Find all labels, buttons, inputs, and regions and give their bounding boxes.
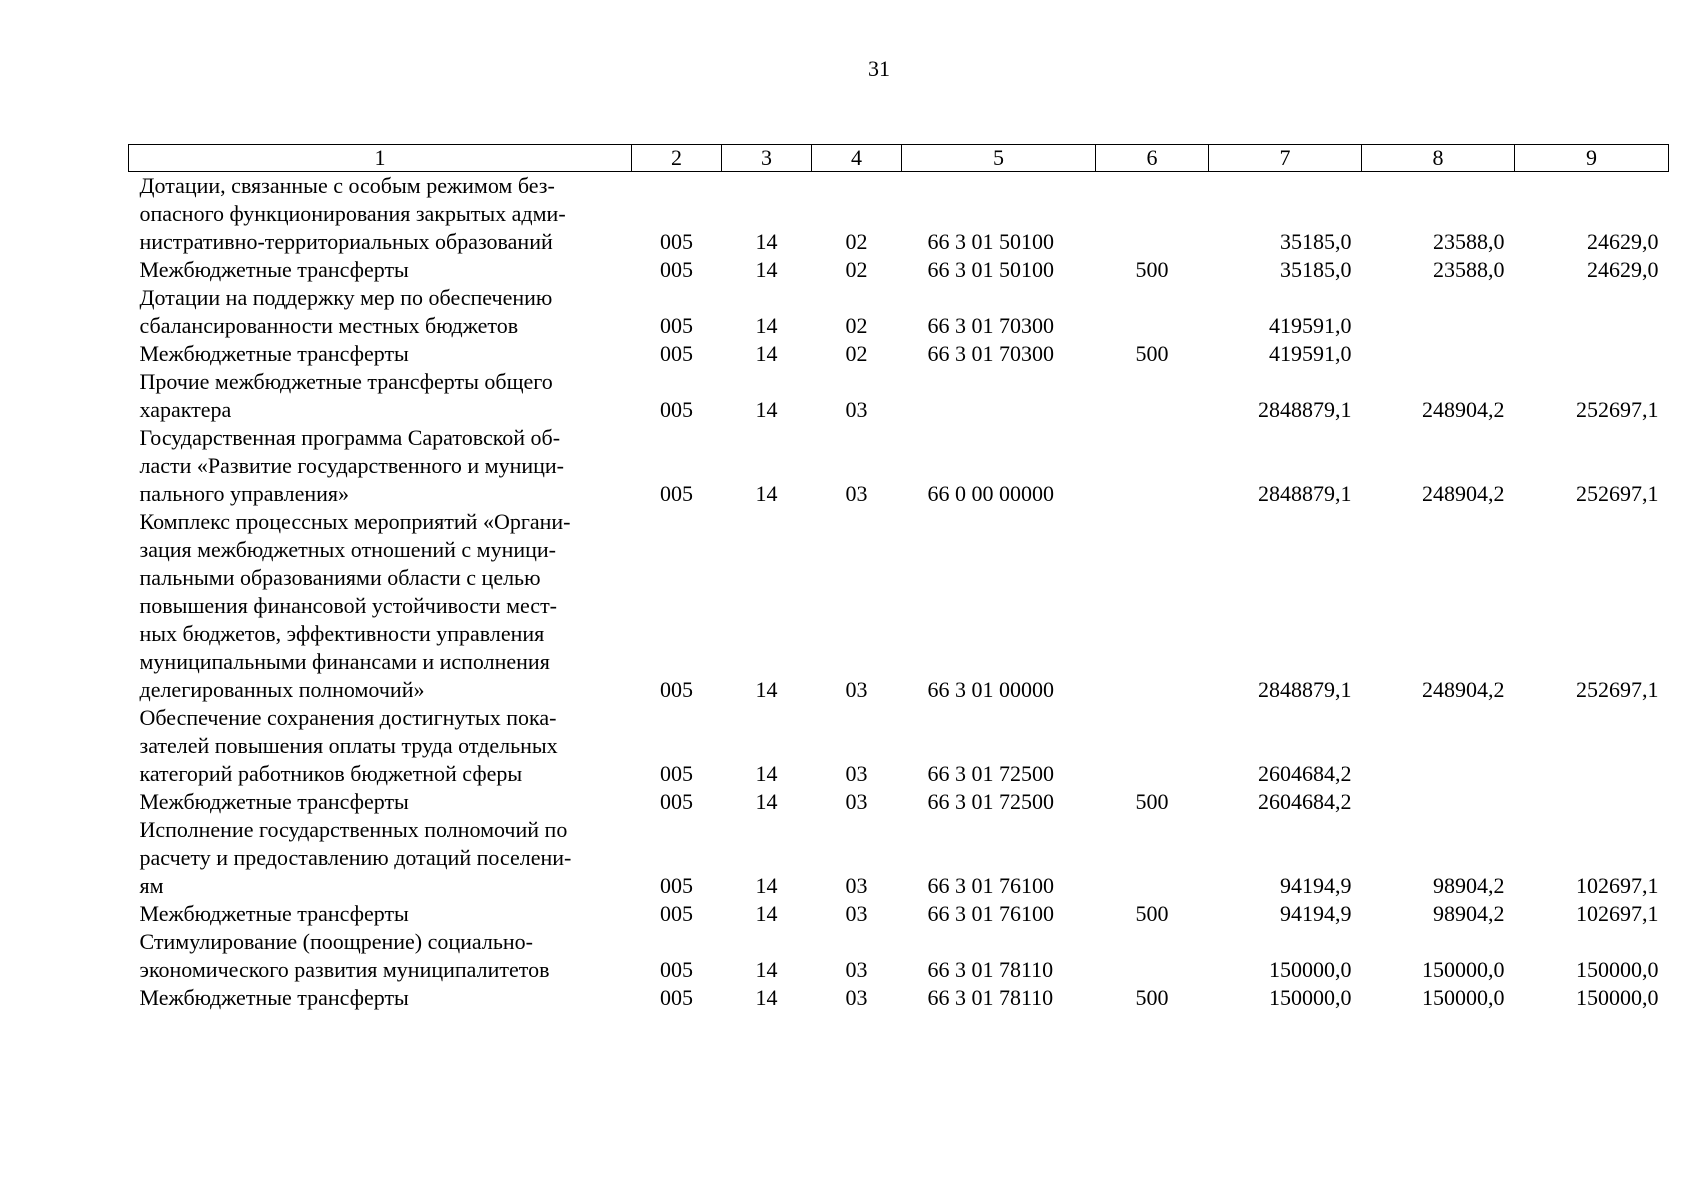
cell-expense-type: 500 [1135, 789, 1169, 814]
cell-target-article: 66 3 01 78110 [927, 985, 1054, 1010]
cell-amount-1: 150000,0 [1269, 957, 1352, 982]
cell-amount-1: 419591,0 [1269, 341, 1352, 366]
cell-ved: 005 [660, 677, 693, 702]
cell-subsection: 02 [845, 257, 868, 282]
cell-section: 14 [755, 957, 778, 982]
column-header-6: 6 [1096, 145, 1209, 172]
column-header-3: 3 [722, 145, 812, 172]
cell-subsection: 02 [845, 229, 868, 254]
cell-subsection: 03 [845, 957, 868, 982]
column-header-5: 5 [902, 145, 1096, 172]
cell-amount-3: 24629,0 [1587, 257, 1659, 282]
cell-amount-2: 248904,2 [1422, 677, 1505, 702]
row-name [129, 788, 632, 816]
cell-target-article: 66 3 01 00000 [927, 677, 1054, 702]
cell-expense-type [1096, 284, 1209, 340]
cell-subsection: 03 [845, 677, 868, 702]
row-name-line: ных бюджетов, эффективности управления [139, 621, 545, 646]
cell-ved: 005 [660, 901, 693, 926]
cell-amount-1: 419591,0 [1269, 313, 1352, 338]
row-name-line: Государственная программа Саратовской об- [139, 425, 561, 450]
cell-amount-1: 35185,0 [1280, 229, 1352, 254]
row-name-line: Межбюджетные трансферты [139, 985, 409, 1010]
row-name [129, 984, 632, 1012]
table-row [129, 984, 1669, 1012]
cell-target-article: 66 3 01 76100 [927, 901, 1054, 926]
cell-section: 14 [755, 677, 778, 702]
row-name-line: Исполнение государственных полномочий по [139, 817, 568, 842]
row-name [129, 816, 632, 900]
cell-section: 14 [755, 761, 778, 786]
row-name-line: зателей повышения оплаты труда отдельных [139, 733, 558, 758]
row-name [129, 900, 632, 928]
row-name [129, 284, 632, 340]
table-body [129, 172, 1669, 1013]
row-name [129, 172, 632, 257]
cell-section: 14 [755, 229, 778, 254]
row-name-line: нистративно-территориальных образований [139, 229, 553, 254]
row-name-line: повышения финансовой устойчивости мест- [139, 593, 558, 618]
row-name-line: Стимулирование (поощрение) социально- [139, 929, 533, 954]
row-name-line: категорий работников бюджетной сферы [139, 761, 523, 786]
cell-section: 14 [755, 257, 778, 282]
row-name-line: ям [139, 873, 164, 898]
cell-ved: 005 [660, 397, 693, 422]
cell-ved: 005 [660, 985, 693, 1010]
cell-ved: 005 [660, 341, 693, 366]
row-name-line: Межбюджетные трансферты [139, 901, 409, 926]
cell-section: 14 [755, 397, 778, 422]
cell-ved: 005 [660, 257, 693, 282]
row-name [129, 256, 632, 284]
cell-target-article: 66 3 01 70300 [927, 341, 1054, 366]
cell-amount-3: 150000,0 [1576, 957, 1659, 982]
cell-amount-3: 252697,1 [1576, 677, 1659, 702]
cell-section: 14 [755, 789, 778, 814]
row-name-line: Межбюджетные трансферты [139, 341, 409, 366]
row-name [129, 704, 632, 788]
header-row [129, 145, 1669, 172]
table-row [129, 900, 1669, 928]
page-number: 31 [868, 56, 890, 81]
cell-amount-1: 94194,9 [1280, 901, 1352, 926]
cell-expense-type [1096, 928, 1209, 984]
cell-expense-type [1096, 816, 1209, 900]
cell-expense-type [1096, 704, 1209, 788]
table-row [129, 284, 1669, 340]
row-name-line: ласти «Развитие государственного и муници- [139, 453, 565, 478]
table-header [129, 145, 1669, 172]
cell-amount-2: 248904,2 [1422, 481, 1505, 506]
cell-amount-1: 2848879,1 [1258, 677, 1352, 702]
table-row [129, 788, 1669, 816]
cell-subsection: 03 [845, 397, 868, 422]
cell-subsection: 03 [845, 901, 868, 926]
row-name-line: Межбюджетные трансферты [139, 789, 409, 814]
cell-amount-1: 2848879,1 [1258, 397, 1352, 422]
row-name-line: зация межбюджетных отношений с муници- [139, 537, 556, 562]
cell-amount-3 [1515, 788, 1669, 816]
row-name-line: Обеспечение сохранения достигнутых пока- [139, 705, 557, 730]
column-header-2: 2 [632, 145, 722, 172]
row-name-line: пального управления» [139, 481, 350, 506]
cell-amount-3: 252697,1 [1576, 481, 1659, 506]
cell-ved: 005 [660, 789, 693, 814]
table-row [129, 816, 1669, 900]
cell-expense-type [1096, 508, 1209, 704]
cell-amount-2: 248904,2 [1422, 397, 1505, 422]
row-name-line: Дотации, связанные с особым режимом без- [139, 173, 555, 198]
cell-amount-3 [1515, 704, 1669, 788]
column-header-8: 8 [1362, 145, 1515, 172]
cell-section: 14 [755, 985, 778, 1010]
cell-subsection: 03 [845, 985, 868, 1010]
cell-amount-3: 150000,0 [1576, 985, 1659, 1010]
column-header-9: 9 [1515, 145, 1669, 172]
cell-amount-2: 150000,0 [1422, 985, 1505, 1010]
cell-amount-2: 98904,2 [1433, 873, 1505, 898]
cell-amount-3: 24629,0 [1587, 229, 1659, 254]
table-row [129, 928, 1669, 984]
table-row [129, 172, 1669, 257]
cell-amount-2: 23588,0 [1433, 229, 1505, 254]
row-name-line: пальными образованиями области с целью [139, 565, 541, 590]
budget-table [128, 144, 1669, 1012]
cell-amount-3: 102697,1 [1576, 901, 1659, 926]
cell-subsection: 02 [845, 341, 868, 366]
cell-amount-3: 102697,1 [1576, 873, 1659, 898]
cell-subsection: 03 [845, 789, 868, 814]
table-row [129, 256, 1669, 284]
cell-ved: 005 [660, 313, 693, 338]
row-name-line: опасного функционирования закрытых адми- [139, 201, 566, 226]
cell-ved: 005 [660, 957, 693, 982]
column-header-7: 7 [1209, 145, 1362, 172]
cell-amount-1: 2604684,2 [1258, 789, 1352, 814]
cell-target-article: 66 3 01 76100 [927, 873, 1054, 898]
cell-expense-type: 500 [1135, 901, 1169, 926]
cell-expense-type [1096, 424, 1209, 508]
cell-amount-1: 2604684,2 [1258, 761, 1352, 786]
cell-amount-2: 98904,2 [1433, 901, 1505, 926]
cell-amount-2 [1362, 704, 1515, 788]
cell-ved: 005 [660, 229, 693, 254]
row-name-line: сбалансированности местных бюджетов [139, 313, 519, 338]
table-row [129, 368, 1669, 424]
cell-target-article: 66 3 01 78110 [927, 957, 1054, 982]
table-row [129, 340, 1669, 368]
row-name-line: Комплекс процессных мероприятий «Органи- [139, 509, 571, 534]
cell-expense-type: 500 [1135, 257, 1169, 282]
cell-expense-type [1096, 172, 1209, 257]
row-name-line: муниципальными финансами и исполнения [139, 649, 550, 674]
table-row [129, 424, 1669, 508]
table-row [129, 704, 1669, 788]
cell-target-article: 66 3 01 50100 [927, 229, 1054, 254]
cell-amount-3 [1515, 340, 1669, 368]
cell-target-article [902, 368, 1096, 424]
row-name [129, 340, 632, 368]
cell-section: 14 [755, 313, 778, 338]
cell-section: 14 [755, 481, 778, 506]
row-name-line: Дотации на поддержку мер по обеспечению [139, 285, 553, 310]
row-name [129, 368, 632, 424]
cell-section: 14 [755, 873, 778, 898]
table-row [129, 508, 1669, 704]
cell-amount-1: 2848879,1 [1258, 481, 1352, 506]
cell-amount-3: 252697,1 [1576, 397, 1659, 422]
column-header-4: 4 [812, 145, 902, 172]
cell-subsection: 03 [845, 761, 868, 786]
cell-amount-1: 150000,0 [1269, 985, 1352, 1010]
cell-target-article: 66 3 01 72500 [927, 789, 1054, 814]
column-header-1: 1 [129, 145, 632, 172]
row-name [129, 928, 632, 984]
row-name-line: Прочие межбюджетные трансферты общего [139, 369, 553, 394]
cell-ved: 005 [660, 873, 693, 898]
row-name [129, 508, 632, 704]
cell-amount-2: 23588,0 [1433, 257, 1505, 282]
cell-target-article: 66 0 00 00000 [927, 481, 1054, 506]
cell-section: 14 [755, 901, 778, 926]
cell-expense-type [1096, 368, 1209, 424]
cell-amount-2 [1362, 340, 1515, 368]
cell-subsection: 02 [845, 313, 868, 338]
cell-ved: 005 [660, 761, 693, 786]
cell-target-article: 66 3 01 50100 [927, 257, 1054, 282]
row-name [129, 424, 632, 508]
cell-amount-2: 150000,0 [1422, 957, 1505, 982]
row-name-line: делегированных полномочий» [139, 677, 425, 702]
cell-subsection: 03 [845, 873, 868, 898]
cell-target-article: 66 3 01 70300 [927, 313, 1054, 338]
cell-ved: 005 [660, 481, 693, 506]
row-name-line: характера [139, 397, 232, 422]
cell-section: 14 [755, 341, 778, 366]
cell-amount-2 [1362, 788, 1515, 816]
cell-amount-1: 35185,0 [1280, 257, 1352, 282]
cell-expense-type: 500 [1135, 985, 1169, 1010]
cell-amount-3 [1515, 284, 1669, 340]
cell-subsection: 03 [845, 481, 868, 506]
cell-target-article: 66 3 01 72500 [927, 761, 1054, 786]
row-name-line: экономического развития муниципалитетов [139, 957, 550, 982]
cell-amount-1: 94194,9 [1280, 873, 1352, 898]
cell-amount-2 [1362, 284, 1515, 340]
row-name-line: Межбюджетные трансферты [139, 257, 409, 282]
cell-expense-type: 500 [1135, 341, 1169, 366]
row-name-line: расчету и предоставлению дотаций поселени- [139, 845, 572, 870]
